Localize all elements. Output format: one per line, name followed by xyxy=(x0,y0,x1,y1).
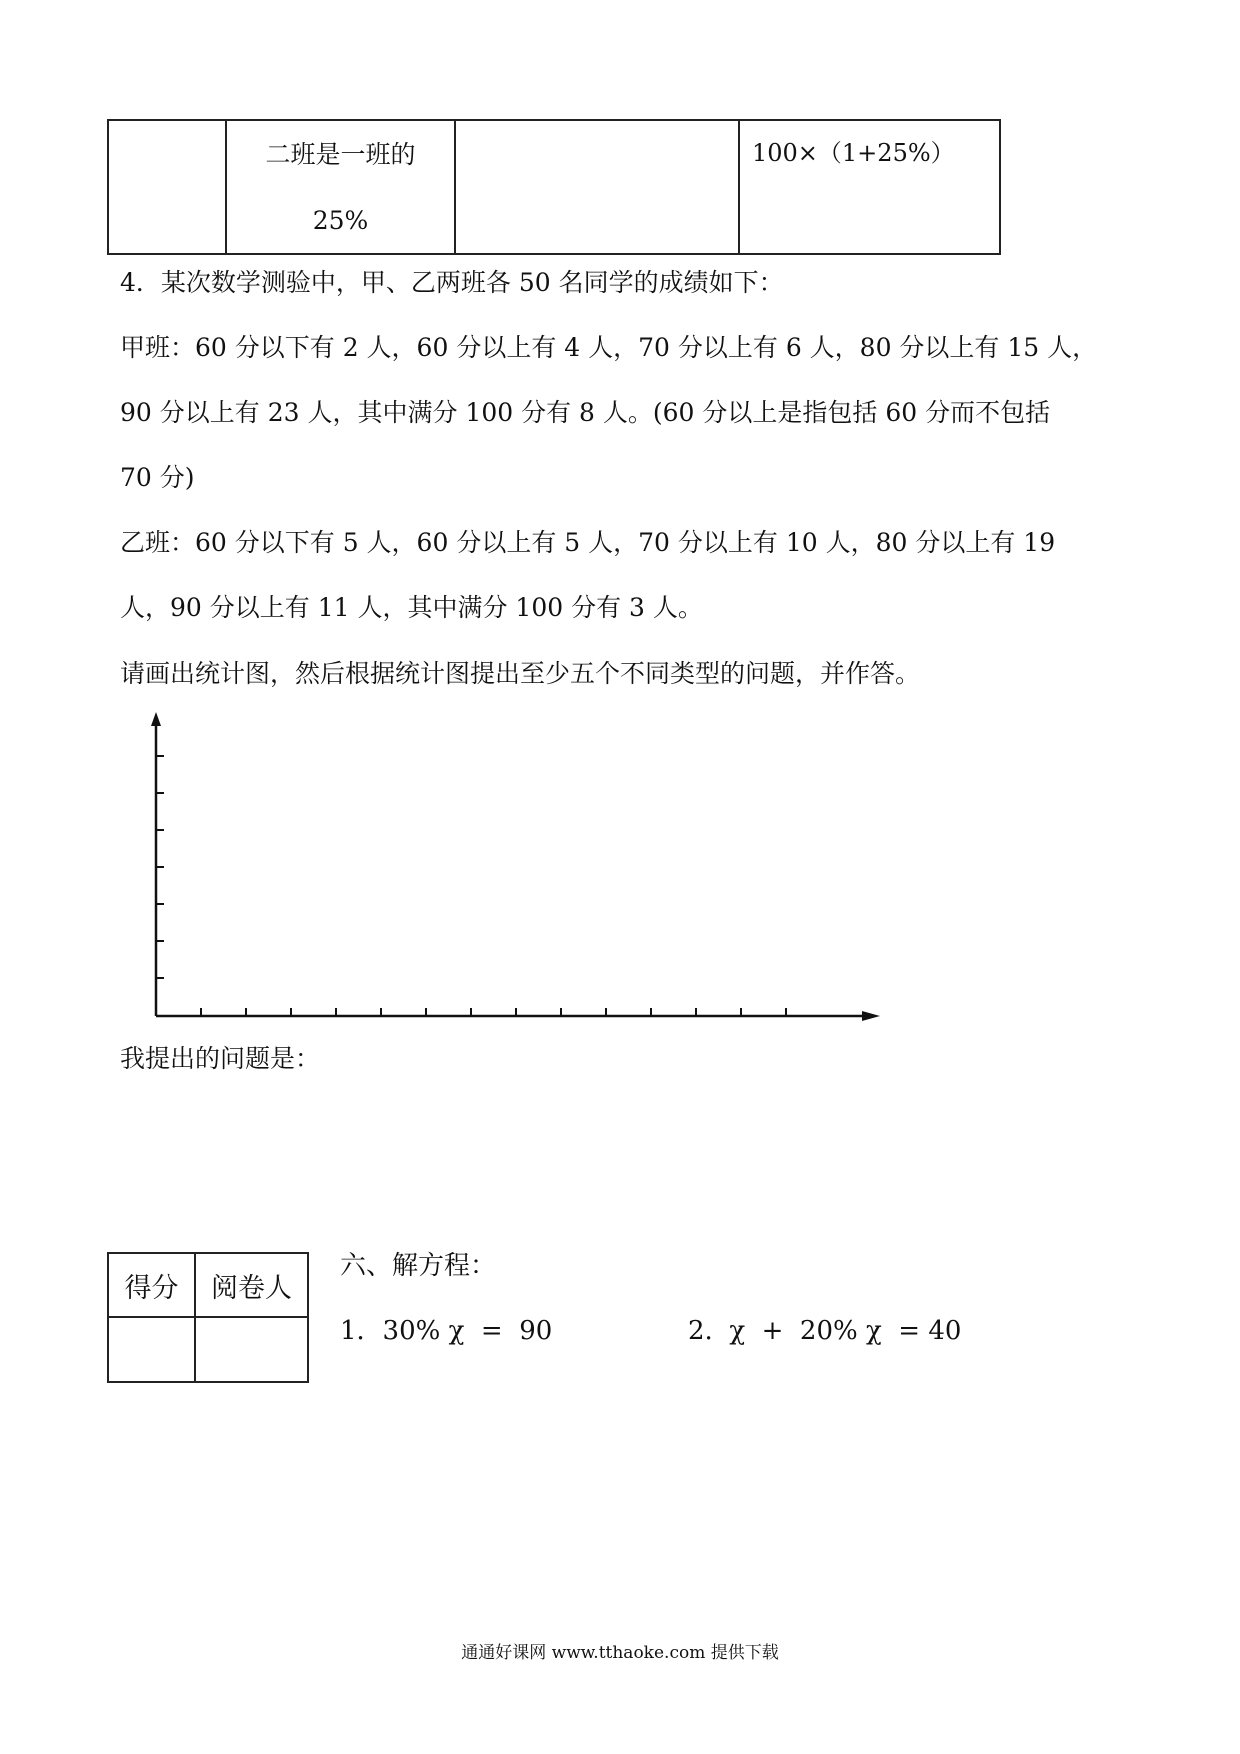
class-b-line-1: 乙班：60 分以下有 5 人，60 分以上有 5 人，70 分以上有 10 人，80 分以上有 19 xyxy=(120,528,1056,557)
class-a-line-3: 70 分) xyxy=(120,463,195,492)
y-axis-arrow xyxy=(151,712,161,726)
grader-header: 阅卷人 xyxy=(195,1253,308,1317)
class-a-line-2: 90 分以上有 23 人，其中满分 100 分有 8 人。(60 分以上是指包括 60 分而不包括 xyxy=(120,398,1051,427)
equation-1: 1．30% χ = 90 xyxy=(340,1316,553,1346)
class-a-line-1: 甲班：60 分以下有 2 人，60 分以上有 4 人，70 分以上有 6 人，80 分以上有 15 人， xyxy=(120,333,1098,362)
question-4-intro: 4．某次数学测验中，甲、乙两班各 50 名同学的成绩如下： xyxy=(120,268,784,297)
equation-2: 2. χ + 20% χ = 40 xyxy=(688,1316,962,1346)
chart-instruction: 请画出统计图，然后根据统计图提出至少五个不同类型的问题，并作答。 xyxy=(120,659,921,688)
cell-line-1: 二班是一班的 xyxy=(265,140,416,169)
table-cell-empty-2 xyxy=(455,120,739,254)
footer-credit: 通通好课网 www.tthaoke.com 提供下载 xyxy=(461,1643,779,1663)
cell-line-2: 25% xyxy=(312,206,369,235)
my-questions-label: 我提出的问题是： xyxy=(120,1044,321,1073)
blank-chart-axes xyxy=(140,710,890,1030)
score-box xyxy=(107,1252,309,1383)
score-header: 得分 xyxy=(108,1253,195,1317)
table-cell-formula xyxy=(739,120,1000,254)
top-answer-table xyxy=(107,119,1001,255)
table-cell-description xyxy=(226,120,455,254)
x-axis-arrow xyxy=(862,1011,880,1021)
table-cell-empty-1 xyxy=(108,120,226,254)
grader-cell xyxy=(195,1317,308,1382)
section-6-title: 六、解方程： xyxy=(340,1251,497,1281)
formula-text: 100×（1+25%） xyxy=(752,139,955,167)
class-b-line-2: 人，90 分以上有 11 人，其中满分 100 分有 3 人。 xyxy=(120,593,703,622)
score-cell xyxy=(108,1317,195,1382)
